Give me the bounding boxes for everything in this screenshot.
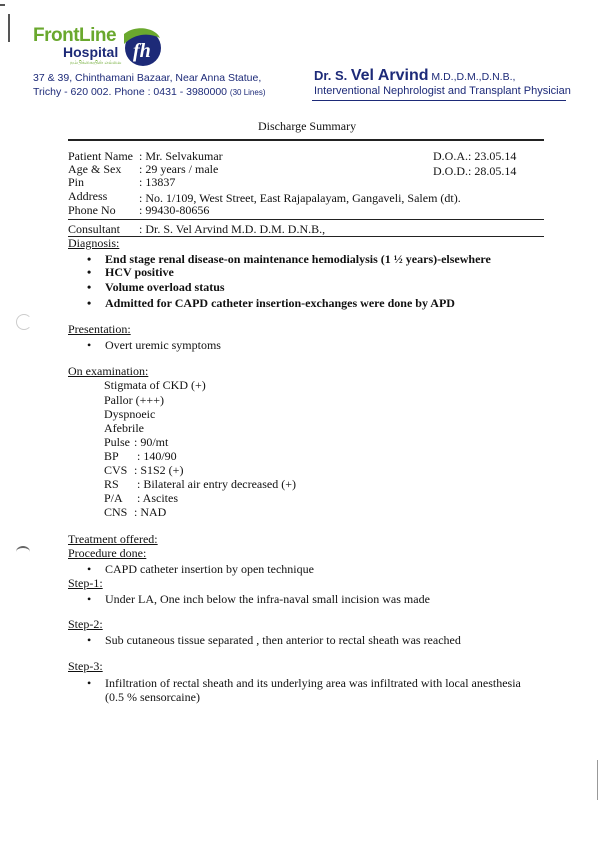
phone-value: : 99430-80656 [139,203,210,217]
bullet-glyph: • [87,592,92,606]
presentation-item [87,338,221,353]
vital-label: Pulse [104,435,131,449]
step-heading: Step-3: [68,659,103,673]
bullet-glyph: • [87,280,92,294]
step-item [87,676,521,691]
doctor-name [314,67,515,85]
step-item [87,592,430,607]
address-phone-lines: (30 Lines) [229,88,266,97]
vital-value: : Bilateral air entry decreased (+) [137,477,297,491]
document-title: Discharge Summary [258,119,357,133]
vital-value: : 90/mt [134,435,169,449]
doctor-prefix: Dr. S. [314,68,351,83]
examination-line: Pallor (+++) [104,393,164,407]
doctor-specialty: Interventional Nephrologist and Transplant Physician [314,85,571,97]
step-text-continued: (0.5 % sensorcaine) [105,690,200,704]
procedure-heading: Procedure done: [68,546,147,560]
step-heading: Step-2: [68,617,103,631]
diagnosis-item [87,280,225,295]
consultant-value: : Dr. S. Vel Arvind M.D. D.M. D.N.B., [139,222,326,236]
diagnosis-text: Volume overload status [105,280,225,294]
admission-date: D.O.A.: 23.05.14 [433,149,517,163]
consultant-rule [68,236,544,237]
vital-value: : S1S2 (+) [134,463,184,477]
step-heading: Step-1: [68,576,103,590]
bullet-glyph: • [87,633,92,647]
diagnosis-item [87,296,455,311]
address-phone: Trichy - 620 002. Phone : 0431 - 3980000 [33,86,227,98]
vital-label: CNS [104,505,128,519]
procedure-item [87,562,314,577]
address-value: : No. 1/109, West Street, East Rajapalayam, Gangaveli, Salem (dt). [139,191,461,205]
scan-edge-mark [0,4,5,6]
discharge-date: D.O.D.: 28.05.14 [433,164,517,178]
scan-edge-mark [597,760,598,800]
examination-heading: On examination: [68,364,149,378]
bullet-glyph: • [87,252,92,266]
bullet-glyph: • [87,296,92,310]
diagnosis-heading: Diagnosis: [68,236,120,250]
address-line-2 [33,86,266,98]
vital-label: CVS [104,463,128,477]
pin-value: : 13837 [139,175,176,189]
diagnosis-text: Admitted for CAPD catheter insertion-exchanges were done by APD [105,296,455,310]
letterhead-rule [312,100,566,101]
logo-text-hospital: Hospital [63,44,119,60]
vital-label: BP [104,449,119,463]
phone-label: Phone No [68,203,116,217]
punch-hole-mark [16,546,30,558]
doctor-quals: M.D.,D.M.,D.N.B., [428,71,516,83]
punch-hole-mark [16,314,32,330]
bullet-glyph: • [87,265,92,279]
age-value: : 29 years / male [139,162,219,176]
doctor-surname: Vel Arvind [350,67,429,84]
patient-name-label: Patient Name [68,149,133,163]
vital-value: : 140/90 [137,449,177,463]
examination-line: Stigmata of CKD (+) [104,378,206,392]
step-text: Infiltration of rectal sheath and its underlying area was infiltrated with local anesthesia [105,676,521,690]
examination-line: Dyspnoeic [104,407,156,421]
vital-label: RS [104,477,119,491]
bullet-glyph: • [87,562,92,576]
presentation-heading: Presentation: [68,322,131,336]
bullet-glyph: • [87,338,92,352]
title-rule [68,139,544,141]
step-item [87,633,461,648]
diagnosis-text: HCV positive [105,265,174,279]
patient-name-value: : Mr. Selvakumar [139,149,223,163]
scan-edge-mark [8,14,10,42]
procedure-text: CAPD catheter insertion by open technique [105,562,314,576]
vital-value: : NAD [134,505,167,519]
bullet-glyph: • [87,676,92,690]
examination-line: Afebrile [104,421,144,435]
address-label: Address [68,189,108,203]
hospital-logo-icon [118,26,164,70]
vital-value: : Ascites [137,491,178,505]
treatment-heading: Treatment offered: [68,532,158,546]
step-text: Sub cutaneous tissue separated , then anterior to rectal sheath was reached [105,633,461,647]
svg-text:fh: fh [133,40,151,62]
diagnosis-text: End stage renal disease-on maintenance hemodialysis (1 ½ years)-elsewhere [105,252,491,266]
presentation-text: Overt uremic symptoms [105,338,221,352]
pin-label: Pin [68,175,85,189]
age-label: Age & Sex [68,162,122,176]
consultant-label: Consultant [68,222,121,236]
vital-label: P/A [104,491,123,505]
logo-text-frontline: FrontLine [33,25,117,46]
diagnosis-item [87,265,174,280]
step-text: Under LA, One inch below the infra-naval small incision was made [105,592,430,606]
address-line-1: 37 & 39, Chinthamani Bazaar, Near Anna Statue, [33,72,262,84]
logo-tagline: நம்பிக்கையின் எல்லை [70,60,122,66]
patient-rule [68,219,544,220]
